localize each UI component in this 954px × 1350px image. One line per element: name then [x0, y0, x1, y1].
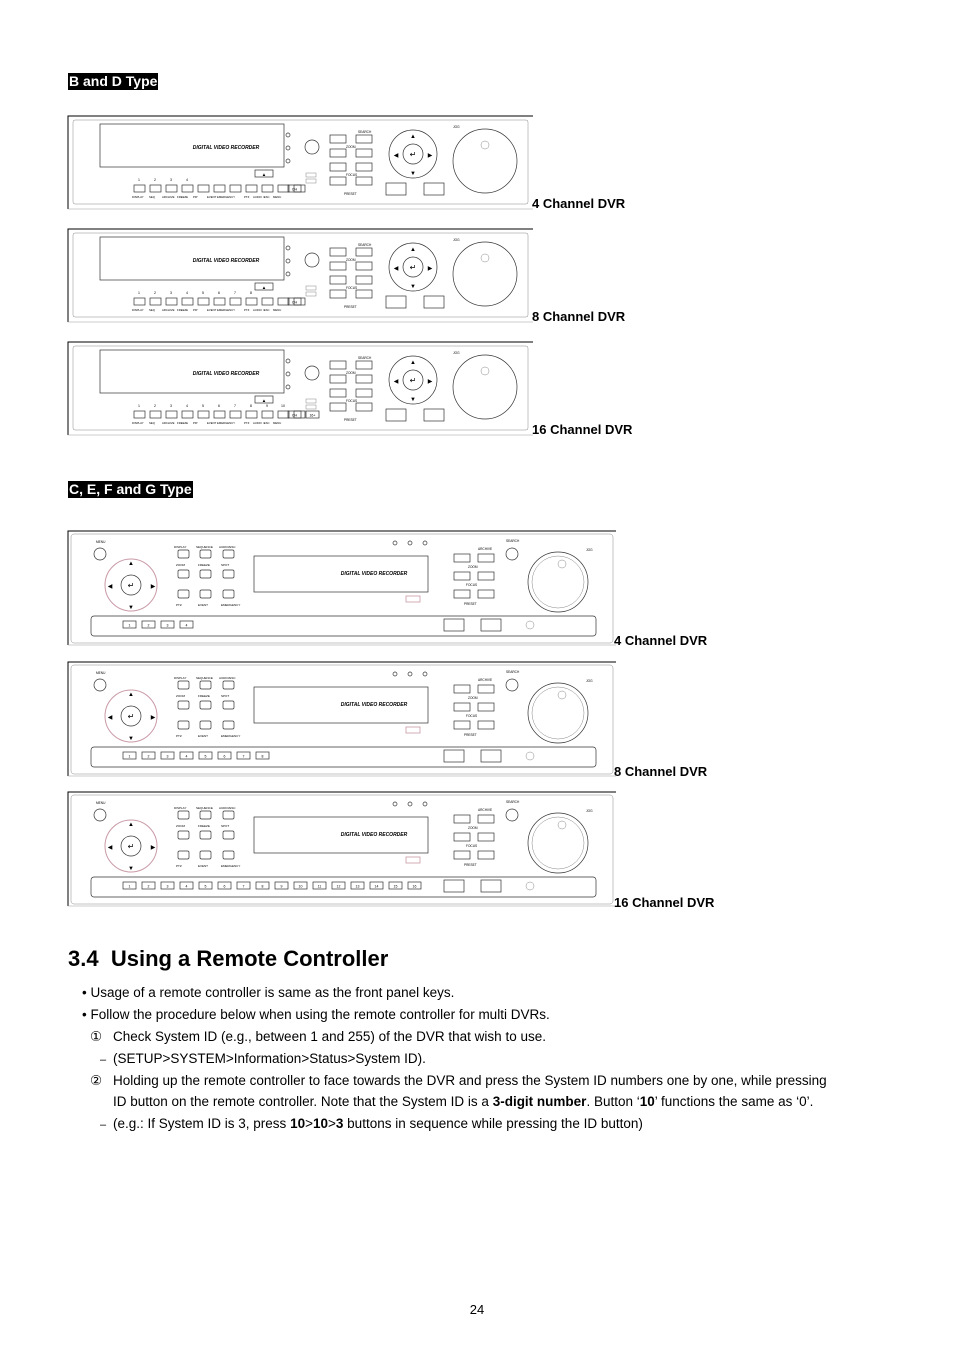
svg-text:5: 5 — [202, 404, 204, 408]
step-2-line-2 — [113, 1091, 813, 1112]
svg-text:SEARCH: SEARCH — [358, 356, 372, 360]
svg-text:PTZ: PTZ — [176, 734, 182, 738]
brand-text: DIGITAL VIDEO RECORDER — [192, 145, 260, 151]
svg-text:▼: ▼ — [128, 866, 134, 872]
svg-text:▲: ▲ — [128, 692, 134, 698]
svg-text:8: 8 — [261, 884, 264, 889]
svg-text:PRESET: PRESET — [344, 192, 357, 196]
svg-text:JOG: JOG — [586, 548, 593, 552]
step-2-line-1: Holding up the remote controller to face towards the DVR and press the System ID numbers one by one, while pressing — [113, 1073, 827, 1088]
svg-text:8: 8 — [261, 754, 264, 759]
svg-text:2: 2 — [147, 884, 150, 889]
step-2-sub-c: > — [305, 1116, 313, 1131]
svg-text:▶: ▶ — [150, 715, 156, 721]
svg-text:ARCHIVE: ARCHIVE — [162, 195, 175, 199]
svg-text:PRESET: PRESET — [464, 863, 477, 867]
svg-text:3: 3 — [170, 178, 172, 182]
svg-text:▶: ▶ — [427, 153, 433, 159]
svg-text:EMERGENCY: EMERGENCY — [217, 195, 236, 199]
svg-text:7: 7 — [234, 291, 236, 295]
svg-text:10: 10 — [281, 404, 285, 408]
svg-text:7: 7 — [242, 884, 245, 889]
svg-text:▲: ▲ — [128, 561, 134, 567]
svg-text:CH: CH — [291, 413, 298, 418]
svg-text:SEARCH: SEARCH — [506, 539, 520, 543]
svg-text:3: 3 — [170, 404, 172, 408]
svg-text:FREEZE: FREEZE — [177, 421, 189, 425]
svg-text:▲: ▲ — [261, 172, 267, 177]
svg-text:MENU: MENU — [273, 195, 282, 199]
svg-text:JOG: JOG — [586, 679, 593, 683]
svg-text:▶: ▶ — [427, 266, 433, 272]
page-number: 24 — [469, 1302, 485, 1317]
svg-text:PRESET: PRESET — [344, 305, 357, 309]
svg-text:4: 4 — [185, 623, 188, 628]
svg-text:DISPLAY: DISPLAY — [174, 545, 187, 549]
step-2-sub-e: > — [328, 1116, 336, 1131]
svg-text:FOCUS: FOCUS — [346, 173, 358, 177]
dvr-front-panel-cefg-8ch — [68, 661, 616, 777]
step-2-sub-g: buttons in sequence while pressing the ID button) — [343, 1116, 643, 1131]
svg-text:AUDIO: AUDIO — [253, 421, 262, 425]
step-2-line-2-a: ID button on the remote controller. Note that the System ID is a — [113, 1094, 493, 1109]
bullet-1-text: Usage of a remote controller is same as the front panel keys. — [90, 985, 455, 1000]
svg-text:EMERGENCY: EMERGENCY — [221, 864, 241, 868]
svg-text:↵: ↵ — [409, 150, 417, 159]
svg-text:8: 8 — [250, 291, 252, 295]
svg-text:PIP: PIP — [193, 421, 198, 425]
svg-text:AUDIO/ESC: AUDIO/ESC — [219, 676, 236, 680]
svg-text:FREEZE: FREEZE — [198, 563, 210, 567]
svg-text:▶: ▶ — [150, 584, 156, 590]
svg-text:EVENT: EVENT — [198, 864, 209, 868]
step-2-sub-a: (e.g.: If System ID is 3, press — [113, 1116, 291, 1131]
svg-text:SPOT: SPOT — [221, 694, 230, 698]
svg-text:↵: ↵ — [409, 263, 417, 272]
svg-text:/ESC: /ESC — [263, 421, 270, 425]
svg-text:◀: ◀ — [107, 584, 113, 590]
step-1-sub-text: (SETUP>SYSTEM>Information>Status>System ID). — [113, 1051, 426, 1066]
svg-text:6: 6 — [218, 291, 220, 295]
svg-text:AUDIO: AUDIO — [253, 308, 262, 312]
svg-text:EMERGENCY: EMERGENCY — [221, 734, 241, 738]
svg-text:3: 3 — [170, 291, 172, 295]
svg-text:◀: ◀ — [393, 379, 399, 385]
svg-text:ARCHIVE: ARCHIVE — [478, 547, 493, 551]
svg-text:DISPLAY: DISPLAY — [132, 421, 144, 425]
svg-text:6: 6 — [223, 884, 226, 889]
svg-text:PTZ: PTZ — [176, 603, 182, 607]
svg-text:DISPLAY: DISPLAY — [174, 806, 187, 810]
svg-text:2: 2 — [154, 178, 156, 182]
svg-text:9: 9 — [266, 404, 268, 408]
svg-text:▼: ▼ — [128, 736, 134, 742]
step-2-line-2-d: 10 — [639, 1094, 655, 1109]
svg-text:SPOT: SPOT — [221, 824, 230, 828]
caption-bd-16ch: 16 Channel DVR — [532, 422, 633, 437]
svg-text:MENU: MENU — [96, 671, 106, 675]
step-1-text: Check System ID (e.g., between 1 and 255) of the DVR that wish to use. — [113, 1029, 546, 1044]
svg-text:▲: ▲ — [128, 822, 134, 828]
dvr-front-panel-bd-4ch — [68, 115, 533, 210]
svg-text:FOCUS: FOCUS — [466, 714, 478, 718]
svg-text:16: 16 — [412, 884, 417, 889]
svg-text:1: 1 — [128, 623, 131, 628]
svg-text:15: 15 — [393, 884, 398, 889]
svg-text:EMERGENCY: EMERGENCY — [221, 603, 241, 607]
svg-text:EVENT: EVENT — [207, 195, 217, 199]
svg-text:SEQUENCE: SEQUENCE — [196, 545, 213, 549]
svg-text:▲: ▲ — [410, 360, 416, 366]
svg-text:11: 11 — [317, 884, 322, 889]
svg-text:FOCUS: FOCUS — [466, 844, 478, 848]
svg-text:4: 4 — [186, 404, 188, 408]
svg-text:FOCUS: FOCUS — [466, 583, 478, 587]
svg-text:6: 6 — [218, 404, 220, 408]
svg-text:DIGITAL VIDEO RECORDER: DIGITAL VIDEO RECORDER — [340, 702, 408, 708]
svg-text:FREEZE: FREEZE — [198, 694, 210, 698]
svg-text:SEARCH: SEARCH — [506, 800, 520, 804]
svg-text:▲: ▲ — [261, 398, 267, 403]
svg-text:10: 10 — [298, 884, 303, 889]
svg-text:MENU: MENU — [96, 540, 106, 544]
svg-text:3: 3 — [166, 623, 169, 628]
svg-text:7: 7 — [242, 754, 245, 759]
svg-text:9: 9 — [280, 884, 283, 889]
svg-text:EVENT: EVENT — [198, 603, 209, 607]
svg-text:1: 1 — [128, 884, 131, 889]
svg-text:FREEZE: FREEZE — [177, 308, 189, 312]
svg-text:PRESET: PRESET — [344, 418, 357, 422]
svg-text:MENU: MENU — [273, 421, 282, 425]
caption-cefg-16ch: 16 Channel DVR — [614, 895, 715, 910]
dvr-front-panel-bd-16ch — [68, 341, 533, 436]
svg-text:ZOOM: ZOOM — [176, 694, 185, 698]
svg-text:PTZ: PTZ — [244, 195, 250, 199]
svg-text:◀: ◀ — [107, 715, 113, 721]
svg-text:ZOOM: ZOOM — [176, 563, 185, 567]
section-label-bd: B and D Type — [69, 73, 158, 89]
svg-text:PIP: PIP — [193, 308, 198, 312]
svg-text:4: 4 — [185, 754, 188, 759]
step-2-line-2-b: 3-digit number — [492, 1094, 587, 1109]
svg-text:4: 4 — [186, 178, 188, 182]
caption-cefg-8ch: 8 Channel DVR — [614, 764, 708, 779]
svg-text:▲: ▲ — [410, 247, 416, 253]
svg-text:SEARCH: SEARCH — [506, 670, 520, 674]
svg-text:↵: ↵ — [409, 376, 417, 385]
svg-text:▼: ▼ — [410, 397, 416, 403]
svg-text:JOG: JOG — [586, 809, 593, 813]
svg-text:14: 14 — [374, 884, 379, 889]
svg-text:JOG: JOG — [453, 238, 460, 242]
svg-text:DISPLAY: DISPLAY — [132, 195, 144, 199]
svg-text:12: 12 — [336, 884, 341, 889]
step-1-sub: – (SETUP>SYSTEM>Information>Status>System ID). — [100, 1048, 106, 1071]
svg-text:EMERGENCY: EMERGENCY — [217, 308, 236, 312]
caption-bd-8ch: 8 Channel DVR — [532, 309, 626, 324]
svg-text:FREEZE: FREEZE — [198, 824, 210, 828]
svg-text:JOG: JOG — [453, 125, 460, 129]
svg-text:1: 1 — [128, 754, 131, 759]
dvr-front-panel-cefg-4ch — [68, 530, 616, 646]
svg-text:ZOOM: ZOOM — [346, 371, 356, 375]
svg-text:1: 1 — [138, 291, 140, 295]
svg-text:8: 8 — [250, 404, 252, 408]
svg-text:2: 2 — [147, 754, 150, 759]
svg-text:SPOT: SPOT — [221, 563, 230, 567]
step-2-sub-f: 3 — [335, 1116, 344, 1131]
svg-text:5: 5 — [202, 291, 204, 295]
svg-text:▶: ▶ — [427, 379, 433, 385]
svg-text:CH: CH — [291, 187, 298, 192]
svg-text:SEQUENCE: SEQUENCE — [196, 676, 213, 680]
svg-text:SEQ: SEQ — [149, 308, 155, 312]
svg-text:EVENT: EVENT — [198, 734, 209, 738]
svg-text:▲: ▲ — [410, 134, 416, 140]
svg-text:FOCUS: FOCUS — [346, 399, 358, 403]
svg-text:ZOOM: ZOOM — [346, 145, 356, 149]
svg-text:PRESET: PRESET — [464, 602, 477, 606]
step-2-line-2-c: . Button ‘ — [586, 1094, 640, 1109]
step-1-marker: ① — [90, 1029, 103, 1044]
section-number: 3.4 — [68, 946, 99, 971]
svg-text:3: 3 — [166, 884, 169, 889]
brand-text: DIGITAL VIDEO RECORDER — [192, 258, 260, 264]
svg-text:PTZ: PTZ — [176, 864, 182, 868]
svg-text:SEQ: SEQ — [149, 421, 155, 425]
svg-text:↵: ↵ — [127, 581, 135, 590]
step-2-sub-b: 10 — [290, 1116, 306, 1131]
svg-text:ARCHIVE: ARCHIVE — [478, 808, 493, 812]
svg-text:DISPLAY: DISPLAY — [174, 676, 187, 680]
svg-text:FOCUS: FOCUS — [346, 286, 358, 290]
svg-text:PIP: PIP — [193, 195, 198, 199]
bullet-1: • Usage of a remote controller is same as the front panel keys. — [82, 985, 455, 1000]
brand-text: DIGITAL VIDEO RECORDER — [192, 371, 260, 377]
svg-text:/ESC: /ESC — [263, 308, 270, 312]
svg-text:ARCHIVE: ARCHIVE — [478, 678, 493, 682]
svg-text:5: 5 — [204, 754, 207, 759]
svg-text:DISPLAY: DISPLAY — [132, 308, 144, 312]
svg-text:AUDIO/ESC: AUDIO/ESC — [219, 545, 236, 549]
svg-text:AUDIO: AUDIO — [253, 195, 262, 199]
step-1 — [90, 1026, 546, 1047]
svg-text:FREEZE: FREEZE — [177, 195, 189, 199]
step-2-sub: – (e.g.: If System ID is 3, press 10>10>3 buttons in sequence while pressing the ID button) — [100, 1116, 643, 1131]
svg-text:▲: ▲ — [261, 285, 267, 290]
svg-text:EVENT: EVENT — [207, 308, 217, 312]
svg-text:↵: ↵ — [127, 842, 135, 851]
svg-text:7: 7 — [234, 404, 236, 408]
svg-text:SEQUENCE: SEQUENCE — [196, 806, 213, 810]
section-heading — [68, 946, 388, 972]
section-label-cefg: C, E, F and G Type — [69, 481, 192, 497]
svg-text:▼: ▼ — [128, 605, 134, 611]
svg-text:16+: 16+ — [309, 413, 316, 418]
svg-text:2: 2 — [147, 623, 150, 628]
svg-text:ARCHIVE: ARCHIVE — [162, 421, 175, 425]
svg-text:ZOOM: ZOOM — [346, 258, 356, 262]
step-2-sub-d: 10 — [312, 1116, 329, 1131]
svg-text:4: 4 — [186, 291, 188, 295]
svg-text:ZOOM: ZOOM — [468, 826, 478, 830]
section-title: Using a Remote Controller — [110, 946, 389, 971]
svg-text:↵: ↵ — [127, 712, 135, 721]
svg-text:MENU: MENU — [96, 801, 106, 805]
svg-text:ZOOM: ZOOM — [468, 696, 478, 700]
svg-text:EMERGENCY: EMERGENCY — [217, 421, 236, 425]
dvr-front-panel-cefg-16ch — [68, 791, 616, 907]
svg-text:1: 1 — [138, 404, 140, 408]
svg-text:SEARCH: SEARCH — [358, 130, 372, 134]
caption-bd-4ch: 4 Channel DVR — [532, 196, 626, 211]
svg-text:3: 3 — [166, 754, 169, 759]
svg-text:13: 13 — [355, 884, 360, 889]
step-2 — [90, 1070, 827, 1091]
svg-text:MENU: MENU — [273, 308, 282, 312]
svg-text:SEARCH: SEARCH — [358, 243, 372, 247]
svg-text:2: 2 — [154, 404, 156, 408]
svg-text:5: 5 — [204, 884, 207, 889]
svg-text:AUDIO/ESC: AUDIO/ESC — [219, 806, 236, 810]
svg-text:◀: ◀ — [393, 153, 399, 159]
svg-text:ARCHIVE: ARCHIVE — [162, 308, 175, 312]
svg-text:PTZ: PTZ — [244, 421, 250, 425]
svg-text:PTZ: PTZ — [244, 308, 250, 312]
svg-text:2: 2 — [154, 291, 156, 295]
svg-text:/ESC: /ESC — [263, 195, 270, 199]
caption-cefg-4ch: 4 Channel DVR — [614, 633, 708, 648]
svg-text:EVENT: EVENT — [207, 421, 217, 425]
svg-text:4: 4 — [185, 884, 188, 889]
svg-text:DIGITAL VIDEO RECORDER: DIGITAL VIDEO RECORDER — [340, 832, 408, 838]
svg-text:▶: ▶ — [150, 845, 156, 851]
step-2-marker: ② — [90, 1073, 103, 1088]
svg-text:CH: CH — [291, 300, 298, 305]
dvr-front-panel-bd-8ch — [68, 228, 533, 323]
svg-text:◀: ◀ — [393, 266, 399, 272]
svg-text:PRESET: PRESET — [464, 733, 477, 737]
svg-text:1: 1 — [138, 178, 140, 182]
step-2-line-2-e: ’ functions the same as ‘0’. — [654, 1094, 814, 1109]
svg-text:SEQ: SEQ — [149, 195, 155, 199]
svg-text:6: 6 — [223, 754, 226, 759]
svg-text:DIGITAL VIDEO RECORDER: DIGITAL VIDEO RECORDER — [340, 571, 408, 577]
svg-text:▼: ▼ — [410, 171, 416, 177]
svg-text:ZOOM: ZOOM — [176, 824, 185, 828]
bullet-2-text: Follow the procedure below when using the remote controller for multi DVRs. — [90, 1007, 550, 1022]
bullet-2: • Follow the procedure below when using the remote controller for multi DVRs. — [82, 1007, 550, 1022]
svg-text:◀: ◀ — [107, 845, 113, 851]
svg-text:▼: ▼ — [410, 284, 416, 290]
svg-text:JOG: JOG — [453, 351, 460, 355]
svg-text:ZOOM: ZOOM — [468, 565, 478, 569]
